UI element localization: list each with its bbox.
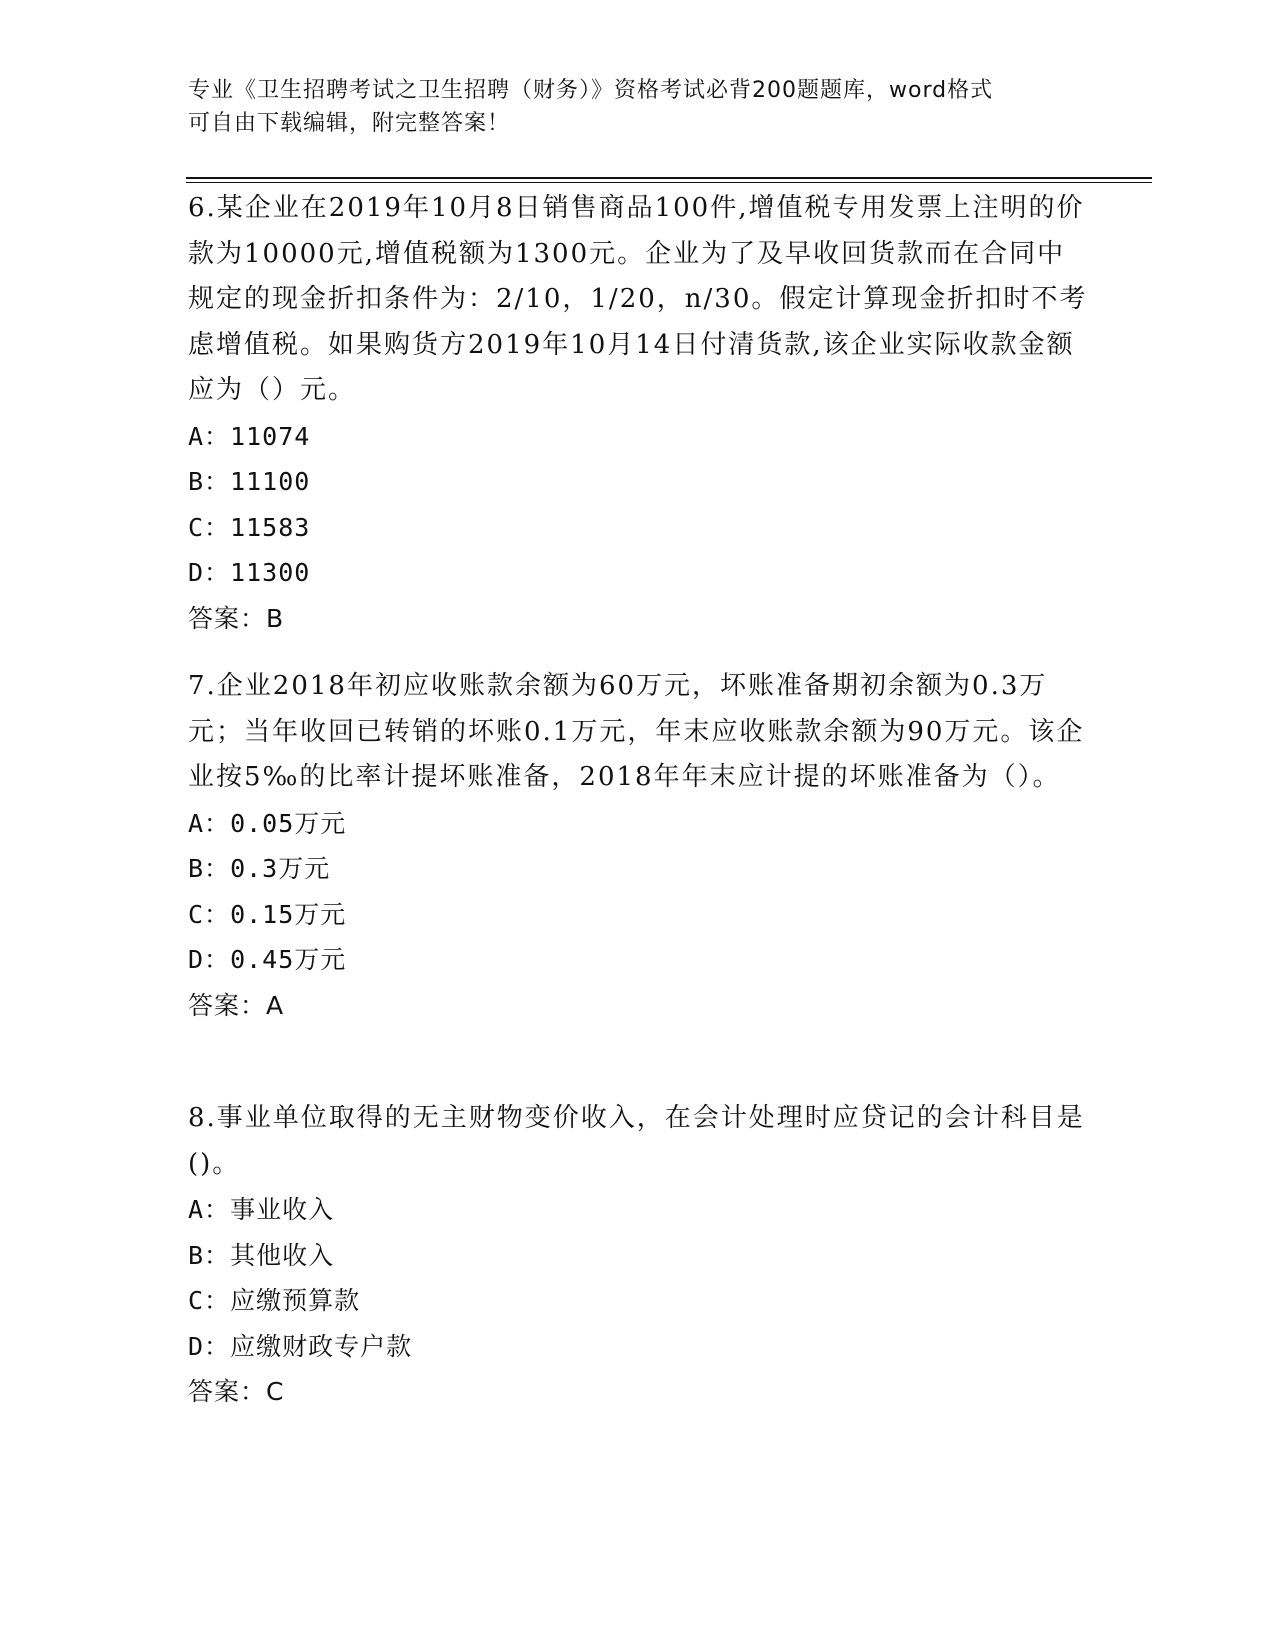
header-line-2: 可自由下载编辑，附完整答案！ (188, 111, 511, 136)
answer-line: 答案：A (188, 990, 285, 1020)
option-text: 事业收入 (230, 1195, 335, 1224)
question-stem: 8.事业单位取得的无主财物变价收入，在会计处理时应贷记的会计科目是()。 (188, 1103, 1085, 1179)
option-key: B： (188, 467, 231, 496)
option-a (188, 414, 1088, 460)
option-key: A： (188, 808, 231, 838)
option-b (188, 846, 1088, 892)
option-text: 0.15万元 (230, 899, 347, 929)
question-stem: 6.某企业在2019年10月8日销售商品100件,增值税专用发票上注明的价款为10000元,增值税额为1300元。企业为了及早收回货款而在合同中规定的现金折扣条件为：2/10，1/20，n/30。假定计算现金折扣时不考虑增值税。如果购货方2019年10月14日付清货款,该企业实际收款金额应为（）元。 (188, 193, 1088, 405)
option-key: A： (188, 421, 231, 451)
question-stem: 7.企业2018年初应收账款余额为60万元，坏账准备期初余额为0.3万元；当年收回已转销的坏账0.1万元，年末应收账款余额为90万元。该企业按5‰的比率计提坏账准备，2018年年末应计提的坏账准备为（）。 (188, 671, 1085, 792)
option-a (188, 801, 1088, 847)
option-a (188, 1187, 1088, 1233)
option-d (188, 1324, 1088, 1370)
option-text: 11300 (230, 558, 311, 587)
option-text: 应缴财政专户款 (230, 1331, 413, 1361)
option-c (188, 892, 1088, 938)
header-line-1: 专业《卫生招聘考试之卫生招聘（财务）》资格考试必背200题题库，word格式 (188, 78, 994, 103)
option-key: C： (188, 1286, 231, 1315)
option-text: 0.45万元 (230, 945, 347, 974)
header-divider-thin (186, 182, 1152, 183)
question-8 (188, 1096, 1088, 1415)
option-text: 11100 (230, 467, 311, 496)
answer-line: 答案：C (188, 1377, 285, 1406)
option-key: A： (188, 1195, 231, 1224)
question-6 (188, 186, 1088, 641)
option-c (188, 1278, 1088, 1324)
option-key: D： (188, 1331, 231, 1361)
option-text: 其他收入 (230, 1240, 335, 1270)
option-key: D： (188, 945, 231, 974)
document-header (188, 74, 1088, 140)
option-c (188, 505, 1088, 551)
option-key: D： (188, 558, 231, 587)
option-b (188, 459, 1088, 505)
header-divider-thick (186, 177, 1152, 179)
option-text: 应缴预算款 (230, 1286, 361, 1315)
option-d (188, 550, 1088, 596)
option-key: C： (188, 899, 231, 929)
option-b (188, 1233, 1088, 1279)
option-text: 0.05万元 (230, 808, 347, 838)
option-key: C： (188, 512, 231, 542)
option-key: B： (188, 854, 231, 883)
answer-line: 答案：B (188, 603, 285, 633)
option-d (188, 937, 1088, 983)
option-text: 11583 (230, 512, 311, 542)
question-7 (188, 664, 1088, 1028)
option-text: 11074 (230, 421, 311, 451)
option-text: 0.3万元 (230, 854, 331, 883)
option-key: B： (188, 1240, 231, 1270)
